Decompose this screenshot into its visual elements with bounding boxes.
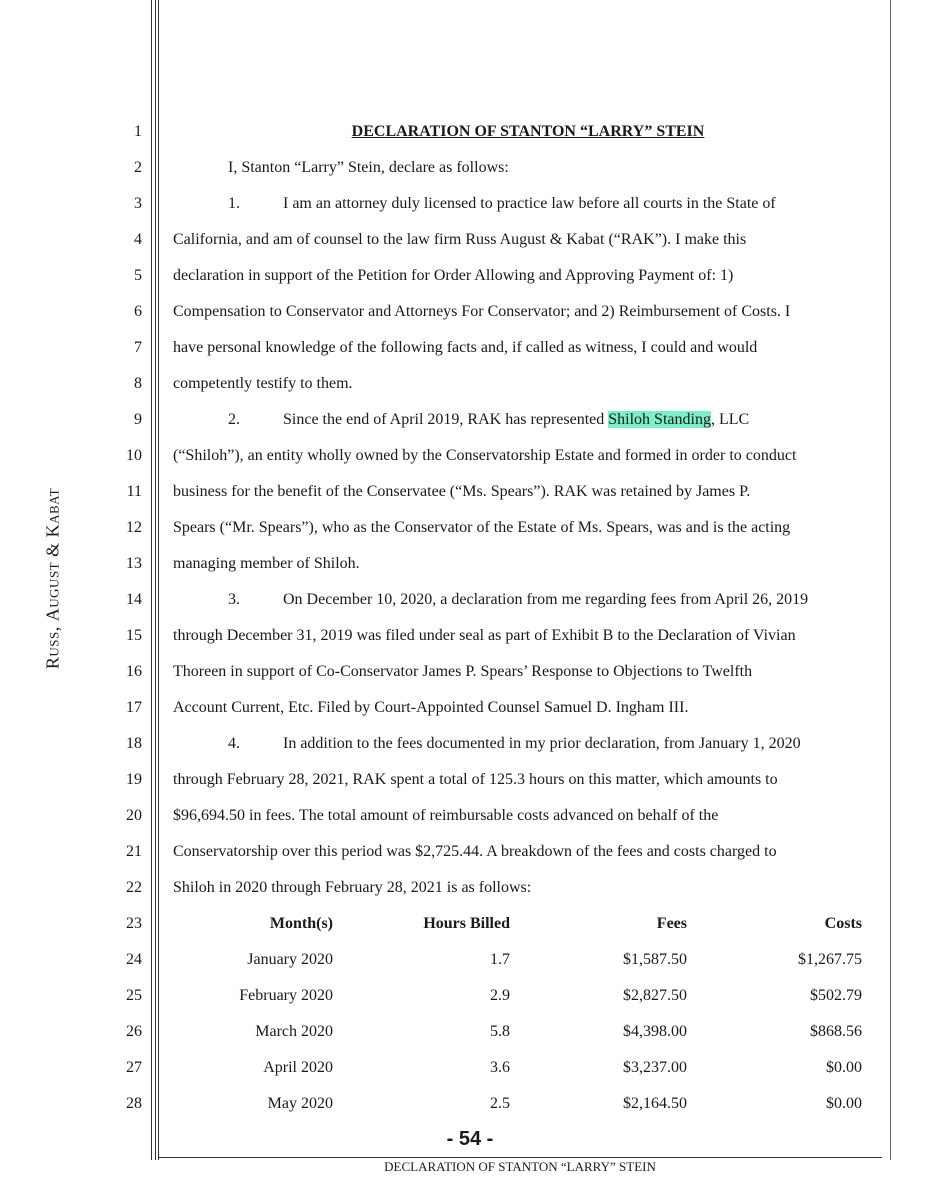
paragraph-line: California, and am of counsel to the law firm Russ August & Kabat (“RAK”). I make this (173, 231, 747, 248)
paragraph-line: 3. On December 10, 2020, a declaration from me regarding fees from April 26, 2019 (228, 591, 809, 608)
page-number: - 54 - (446, 1128, 494, 1150)
paragraph-line: $96,694.50 in fees. The total amount of reimbursable costs advanced on behalf of the (173, 807, 719, 824)
footer-rule (158, 1157, 882, 1158)
line-number: 28 (126, 1095, 142, 1112)
line-number: 24 (126, 951, 142, 968)
paragraph-line: managing member of Shiloh. (173, 555, 360, 572)
paragraph-line: through February 28, 2021, RAK spent a total of 125.3 hours on this matter, which amounts to (173, 771, 778, 788)
table-cell-hours: 2.5 (490, 1095, 510, 1112)
highlighted-text: Shiloh Standing (608, 411, 711, 428)
table-cell-fees: $2,827.50 (623, 987, 687, 1004)
table-cell-costs: $868.56 (810, 1023, 862, 1040)
paragraph-line: 1. I am an attorney duly licensed to practice law before all courts in the State of (228, 195, 776, 212)
margin-rule (155, 0, 156, 1160)
paragraph-line: 2. Since the end of April 2019, RAK has represented Shiloh Standing, LLC (228, 411, 750, 428)
line-number: 25 (126, 987, 142, 1004)
paragraph-line: (“Shiloh”), an entity wholly owned by the Conservatorship Estate and formed in order to conduct (173, 447, 797, 464)
line-number: 6 (134, 303, 142, 320)
table-cell-month: April 2020 (263, 1059, 333, 1076)
line-number: 2 (134, 159, 142, 176)
line-number: 26 (126, 1023, 142, 1040)
footer-title: DECLARATION OF STANTON “LARRY” STEIN (384, 1159, 656, 1174)
table-cell-costs: $0.00 (826, 1059, 862, 1076)
table-header-month: Month(s) (269, 915, 333, 932)
table-cell-hours: 3.6 (490, 1059, 510, 1076)
intro-line: I, Stanton “Larry” Stein, declare as follows: (228, 159, 509, 176)
margin-rule (158, 0, 159, 1160)
table-cell-hours: 2.9 (490, 987, 510, 1004)
line-number: 1 (134, 123, 142, 140)
declaration-title: DECLARATION OF STANTON “LARRY” STEIN (351, 123, 705, 140)
paragraph-line: have personal knowledge of the following facts and, if called as witness, I could and would (173, 339, 758, 356)
line-number: 15 (126, 627, 142, 644)
table-header-hours: Hours Billed (423, 915, 510, 932)
paragraph-line: Account Current, Etc. Filed by Court-Appointed Counsel Samuel D. Ingham III. (173, 699, 689, 716)
paragraph-line: Thoreen in support of Co-Conservator James P. Spears’ Response to Objections to Twelfth (173, 663, 753, 680)
table-header-costs: Costs (824, 915, 862, 932)
table-header-fees: Fees (656, 915, 687, 932)
line-number: 20 (126, 807, 142, 824)
line-number: 21 (126, 843, 142, 860)
line-number: 13 (126, 555, 142, 572)
table-cell-fees: $1,587.50 (623, 951, 687, 968)
line-number: 14 (126, 591, 142, 608)
line-number: 11 (126, 483, 142, 500)
margin-rule (151, 0, 152, 1160)
paragraph-line: Shiloh in 2020 through February 28, 2021 is as follows: (173, 879, 532, 896)
line-number: 9 (134, 411, 142, 428)
table-cell-month: February 2020 (239, 987, 333, 1004)
table-cell-fees: $3,237.00 (623, 1059, 687, 1076)
table-cell-month: January 2020 (247, 951, 333, 968)
paragraph-line: Conservatorship over this period was $2,725.44. A breakdown of the fees and costs charged to (173, 843, 777, 860)
paragraph-line: competently testify to them. (173, 375, 353, 392)
table-cell-fees: $2,164.50 (623, 1095, 687, 1112)
table-cell-fees: $4,398.00 (623, 1023, 687, 1040)
line-number: 8 (134, 375, 142, 392)
line-number: 17 (126, 699, 142, 716)
paragraph-line: through December 31, 2019 was filed under seal as part of Exhibit B to the Declaration of Vivian (173, 627, 796, 644)
table-cell-costs: $502.79 (810, 987, 862, 1004)
table-cell-hours: 1.7 (490, 951, 510, 968)
line-number: 4 (134, 231, 142, 248)
table-cell-month: May 2020 (267, 1095, 333, 1112)
line-number: 10 (126, 447, 142, 464)
line-number: 27 (126, 1059, 142, 1076)
paragraph-line: Spears (“Mr. Spears”), who as the Conservator of the Estate of Ms. Spears, was and is the acting (173, 519, 791, 536)
line-number: 18 (126, 735, 142, 752)
paragraph-line: 4. In addition to the fees documented in my prior declaration, from January 1, 2020 (228, 735, 801, 752)
line-number: 23 (126, 915, 142, 932)
line-number: 3 (134, 195, 142, 212)
paragraph-number: 2. (228, 411, 240, 428)
paragraph-line: business for the benefit of the Conservatee (“Ms. Spears”). RAK was retained by James P. (173, 483, 751, 500)
table-cell-month: March 2020 (255, 1023, 333, 1040)
line-number: 12 (126, 519, 142, 536)
line-number: 16 (126, 663, 142, 680)
table-cell-hours: 5.8 (490, 1023, 510, 1040)
line-number: 5 (134, 267, 142, 284)
paragraph-line: declaration in support of the Petition for Order Allowing and Approving Payment of: 1) (173, 267, 734, 284)
table-cell-costs: $0.00 (826, 1095, 862, 1112)
line-number: 19 (126, 771, 142, 788)
line-number: 7 (134, 339, 142, 356)
firm-name-sidebar: Russ, August & Kabat (42, 487, 63, 670)
paragraph-line: Compensation to Conservator and Attorneys For Conservator; and 2) Reimbursement of Costs. I (173, 303, 791, 320)
table-cell-costs: $1,267.75 (798, 951, 862, 968)
paragraph-number: 3. (228, 591, 240, 608)
line-number: 22 (126, 879, 142, 896)
paragraph-number: 1. (228, 195, 240, 212)
paragraph-number: 4. (228, 735, 240, 752)
